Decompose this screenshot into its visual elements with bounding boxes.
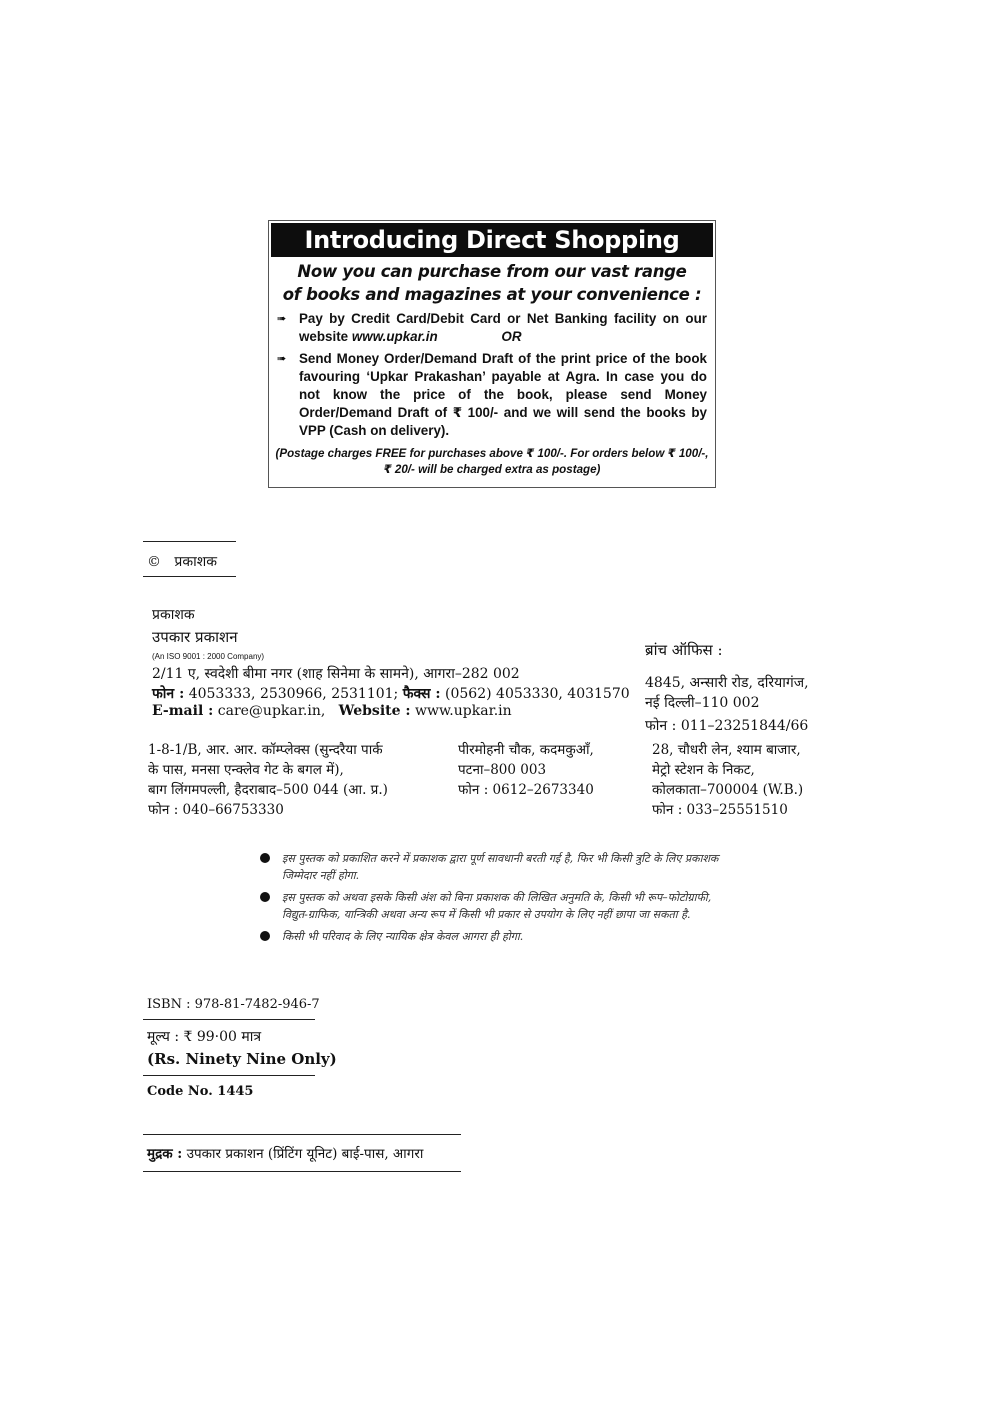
copyright-label: प्रकाशक (174, 554, 217, 570)
arrow-right-icon: ➠ (277, 353, 287, 365)
promo-item-card (269, 310, 715, 346)
branch-patna-phone: 0612–2673340 (492, 782, 594, 798)
branch-patna-phone-line (458, 781, 594, 799)
legal-note (258, 928, 728, 945)
copyright-rule-top (143, 541, 236, 542)
bullet-icon (260, 931, 270, 941)
branch-hyderabad-line2: के पास, मनसा एन्क्लेव गेट के बगल में), (148, 762, 344, 778)
branch-patna-line2: पटना–800 003 (458, 762, 547, 778)
legal-note (258, 889, 728, 923)
isbn: ISBN : 978-81-7482-946-7 (147, 997, 320, 1012)
legal-note-text: किसी भी परिवाद के लिए न्यायिक क्षेत्र केवल आगरा ही होगा. (282, 930, 524, 943)
publisher-phone-line (152, 685, 630, 703)
printer-label: मुद्रक : (147, 1146, 183, 1162)
copyright-line (147, 553, 217, 571)
publisher-fax-label: फैक्स : (402, 686, 441, 702)
legal-note-text: इस पुस्तक को अथवा इसके किसी अंश को बिना प्रकाशक की लिखित अनुमति के, किसी भी रूप–फोटोग्राफी, विद्युत-ग्राफिक, यान्त्रिकी अथवा अन्य रूप में किसी भी प्रकार से उपयोग के लिए नहीं छापा जा सकता है. (282, 891, 712, 921)
branch-kolkata-line3: कोलकाता–700004 (W.B.) (652, 782, 804, 798)
isbn-rule (143, 1019, 315, 1020)
promo-website-link[interactable]: www.upkar.in (351, 329, 438, 344)
printer-line (147, 1145, 423, 1163)
price-rule (143, 1075, 315, 1076)
copyright-symbol: © (147, 554, 161, 570)
branch-delhi-line1: 4845, अन्सारी रोड, दरियागंज, (645, 675, 809, 691)
promo-item-money-order-text: Send Money Order/Demand Draft of the print price of the book favouring ‘Upkar Prakashan’ payable at Agra. In case you do not know the price of the book, please send Money Order/Demand Draft of ₹ 100/- and we will send the books by VPP (Cash on delivery). (299, 351, 707, 438)
price-english: (Rs. Ninety Nine Only) (147, 1050, 337, 1068)
promo-intro-line1: Now you can purchase from our vast range (297, 262, 687, 281)
branch-patna-phone-label: फोन : (458, 782, 489, 798)
branch-kolkata-phone-label: फोन : (652, 802, 683, 818)
branch-kolkata-line1: 28, चौधरी लेन, श्याम बाजार, (652, 742, 801, 758)
publisher-phone: 4053333, 2530966, 2531101; (188, 686, 399, 702)
publisher-website[interactable]: www.upkar.in (415, 703, 512, 719)
legal-note (258, 850, 728, 884)
branch-patna-line1: पीरमोहनी चौक, कदमकुआँ, (458, 742, 594, 758)
branch-heading: ब्रांच ऑफिस : (645, 641, 723, 659)
branch-hyderabad-line3: बाग लिंगमपल्ली, हैदराबाद–500 044 (आ. प्र.) (148, 782, 388, 798)
branch-delhi-line2: नई दिल्ली–110 002 (645, 695, 760, 711)
code-number: Code No. 1445 (147, 1084, 254, 1099)
promo-item-card-text: Pay by Credit Card/Debit Card or Net Banking facility on our website (299, 311, 707, 344)
publisher-email[interactable]: care@upkar.in, (217, 703, 326, 719)
branch-kolkata-phone-line (652, 801, 788, 819)
printer-rule-bottom (143, 1171, 461, 1172)
legal-notes (258, 850, 728, 950)
price-hindi: मूल्य : ₹ 99·00 मात्र (147, 1029, 262, 1045)
branch-delhi-phone-label: फोन : (645, 718, 677, 734)
copyright-rule-bottom (143, 576, 236, 577)
branch-hyderabad-phone-label: फोन : (148, 802, 179, 818)
promo-or: OR (501, 329, 522, 344)
publisher-contact-line (152, 702, 512, 720)
publisher-heading: प्रकाशक (152, 607, 195, 623)
publisher-name: उपकार प्रकाशन (152, 628, 238, 646)
publisher-email-label: E-mail : (152, 703, 214, 719)
publisher-address: 2/11 ए, स्वदेशी बीमा नगर (शाह सिनेमा के सामने), आगरा–282 002 (152, 666, 520, 682)
printer-rule-top (143, 1134, 461, 1135)
branch-kolkata-line2: मेट्रो स्टेशन के निकट, (652, 762, 755, 778)
branch-kolkata-phone: 033–25551510 (686, 802, 788, 818)
arrow-right-icon: ➠ (277, 313, 287, 325)
promo-intro-line2: of books and magazines at your convenience : (282, 285, 702, 304)
branch-hyderabad-phone: 040–66753330 (182, 802, 284, 818)
promo-item-money-order (269, 350, 715, 440)
promo-title: Introducing Direct Shopping (271, 223, 713, 257)
branch-hyderabad-line1: 1-8-1/B, आर. आर. कॉम्प्लेक्स (सुन्दरैया पार्क (148, 742, 383, 758)
promo-postage-note: (Postage charges FREE for purchases above ₹ 100/-. For orders below ₹ 100/-, ₹ 20/- will be charged extra as postage) (275, 447, 709, 476)
branch-hyderabad-phone-line (148, 801, 284, 819)
publisher-website-label: Website : (338, 703, 411, 719)
branch-delhi-phone-line (645, 717, 808, 735)
publisher-fax: (0562) 4053330, 4031570 (445, 686, 630, 702)
bullet-icon (260, 853, 270, 863)
publisher-phone-label: फोन : (152, 686, 185, 702)
legal-note-text: इस पुस्तक को प्रकाशित करने में प्रकाशक द्वारा पूर्ण सावधानी बरती गई है, फिर भी किसी त्रुटि के लिए प्रकाशक जिम्मेदार नहीं होगा. (282, 852, 719, 882)
bullet-icon (260, 892, 270, 902)
promo-intro (269, 260, 715, 306)
branch-delhi-phone: 011–23251844/66 (680, 718, 809, 734)
direct-shopping-box (268, 220, 716, 488)
publisher-iso: (An ISO 9001 : 2000 Company) (152, 652, 265, 661)
printer-text: उपकार प्रकाशन (प्रिंटिंग यूनिट) बाई-पास, आगरा (186, 1146, 424, 1162)
